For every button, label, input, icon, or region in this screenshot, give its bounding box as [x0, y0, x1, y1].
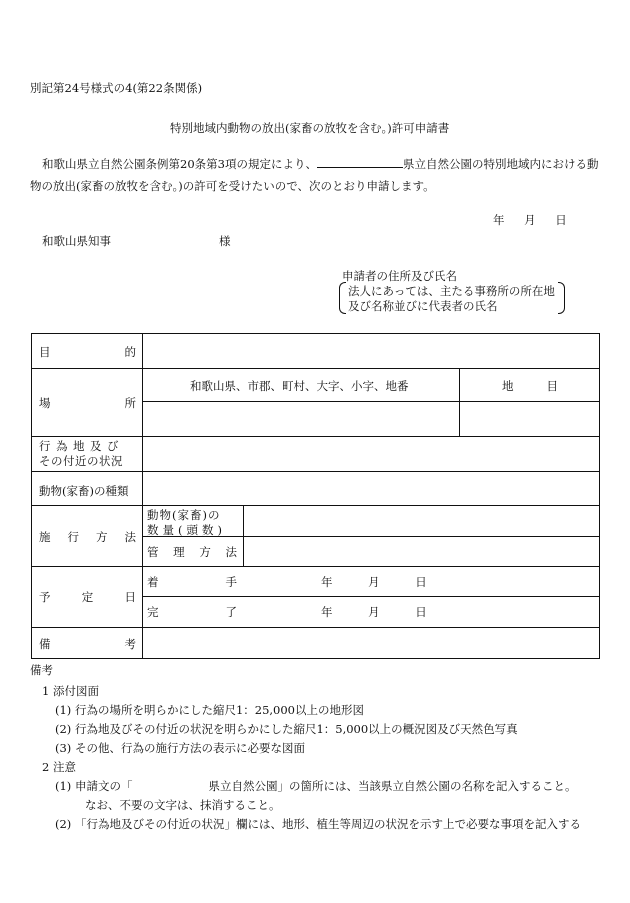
row-divider [32, 368, 599, 369]
method-label-char: 施 [39, 530, 51, 544]
note-caution-1-b: 県立自然公園」の箇所には、当該県立自然公園の名称を記入すること。 [208, 779, 577, 793]
applicant-note [339, 282, 565, 314]
note-caution-1-continued: なお、不要の文字は、抹消すること。 [85, 798, 281, 812]
start-char: 着 [147, 575, 159, 589]
schedule-char: 定 [81, 590, 94, 604]
management-char: 理 [173, 545, 185, 559]
intro-text-part-a: 和歌山県立自然公園条例第20条第3項の規定により、 [42, 157, 317, 171]
park-name-blank[interactable] [317, 157, 403, 168]
method-label-char: 方 [96, 530, 108, 544]
location-label-char: 所 [124, 396, 136, 410]
intro-text-line1 [42, 156, 598, 172]
method-label [39, 529, 136, 545]
site-status-input[interactable] [143, 437, 598, 470]
purpose-label-char: 的 [124, 345, 136, 359]
row-divider [142, 596, 599, 597]
note-attachments: 1 添付図面 [42, 684, 99, 698]
finish-label [147, 604, 237, 620]
site-status-label-line2: その付近の状況 [39, 454, 123, 468]
schedule-char: 予 [39, 590, 51, 604]
start-char: 手 [225, 575, 237, 589]
method-label-char: 行 [67, 530, 79, 544]
finish-char: 完 [147, 605, 159, 619]
quantity-label-line2: 数量(頭数) [147, 523, 226, 537]
site-status-label-line1: 行為地及び [39, 439, 124, 453]
notes-heading: 備考 [30, 663, 53, 677]
method-label-char: 法 [124, 530, 136, 544]
row-divider [32, 566, 599, 567]
management-char: 方 [199, 545, 211, 559]
note-attachment-3: (3) その他、行為の施行方法の表示に必要な図面 [55, 741, 305, 755]
location-input[interactable] [143, 402, 458, 435]
note-caution-2: (2) 「行為地及びその付近の状況」欄には、地形、植生等周辺の状況を示す上で必要な事項を記入する [55, 817, 581, 831]
location-label [39, 395, 136, 411]
note-cautions: 2 注意 [42, 760, 76, 774]
animal-type-input[interactable] [143, 472, 598, 504]
remarks-char: 備 [39, 637, 51, 651]
quantity-label-line1: 動物(家畜)の [147, 508, 221, 522]
applicant-note-line1: 法人にあっては、主たる事務所の所在地 [348, 284, 555, 298]
form-number: 別記第24号様式の4(第22条関係) [30, 81, 203, 95]
right-bracket [558, 282, 565, 314]
purpose-input[interactable] [143, 335, 598, 367]
location-detail-label: 和歌山県、市郡、町村、大字、小字、地番 [190, 379, 409, 393]
applicant-label: 申請者の住所及び氏名 [342, 269, 457, 283]
management-char: 法 [225, 545, 237, 559]
animal-type-label: 動物(家畜)の種類 [39, 484, 129, 498]
document-title: 特別地域内動物の放出(家畜の放牧を含む。)許可申請書 [170, 121, 450, 135]
schedule-char: 日 [124, 590, 136, 604]
intro-text-part-b: 県立自然公園の特別地域内における動 [402, 157, 599, 171]
note-attachment-1: (1) 行為の場所を明らかにした縮尺1：25,000以上の地形図 [55, 703, 364, 717]
applicant-note-line2: 及び名称並びに代表者の氏名 [348, 299, 498, 313]
remarks-input[interactable] [143, 628, 598, 657]
management-label [147, 544, 237, 560]
start-date: 年 月 日 [321, 575, 427, 589]
note-attachment-2: (2) 行為地及びその付近の状況を明らかにした縮尺1：5,000以上の概況図及び天然色写真 [55, 722, 518, 736]
addressee: 和歌山県知事 [42, 234, 111, 248]
addressee-honorific: 様 [219, 234, 231, 248]
note-caution-1-a: (1) 申請文の「 [55, 779, 133, 793]
land-category-input[interactable] [460, 402, 598, 435]
land-category-char: 目 [546, 379, 558, 393]
remarks-char: 考 [124, 637, 136, 651]
land-category-label [502, 378, 558, 394]
finish-char: 了 [225, 605, 237, 619]
location-label-char: 場 [39, 396, 51, 410]
land-category-char: 地 [502, 379, 514, 393]
finish-date: 年 月 日 [321, 605, 427, 619]
note-caution-1 [55, 778, 576, 794]
purpose-label-char: 目 [39, 345, 51, 359]
remarks-label [39, 636, 136, 652]
purpose-label [39, 344, 136, 360]
management-char: 管 [147, 545, 159, 559]
schedule-label [39, 589, 136, 605]
quantity-input[interactable] [244, 506, 598, 535]
intro-text-line2: 物の放出(家畜の放牧を含む。)の許可を受けたいので、次のとおり申請します。 [30, 179, 435, 193]
application-date: 年 月 日 [493, 213, 567, 227]
start-label [147, 574, 237, 590]
management-input[interactable] [244, 537, 598, 565]
left-bracket [339, 282, 346, 314]
application-table [31, 333, 600, 659]
